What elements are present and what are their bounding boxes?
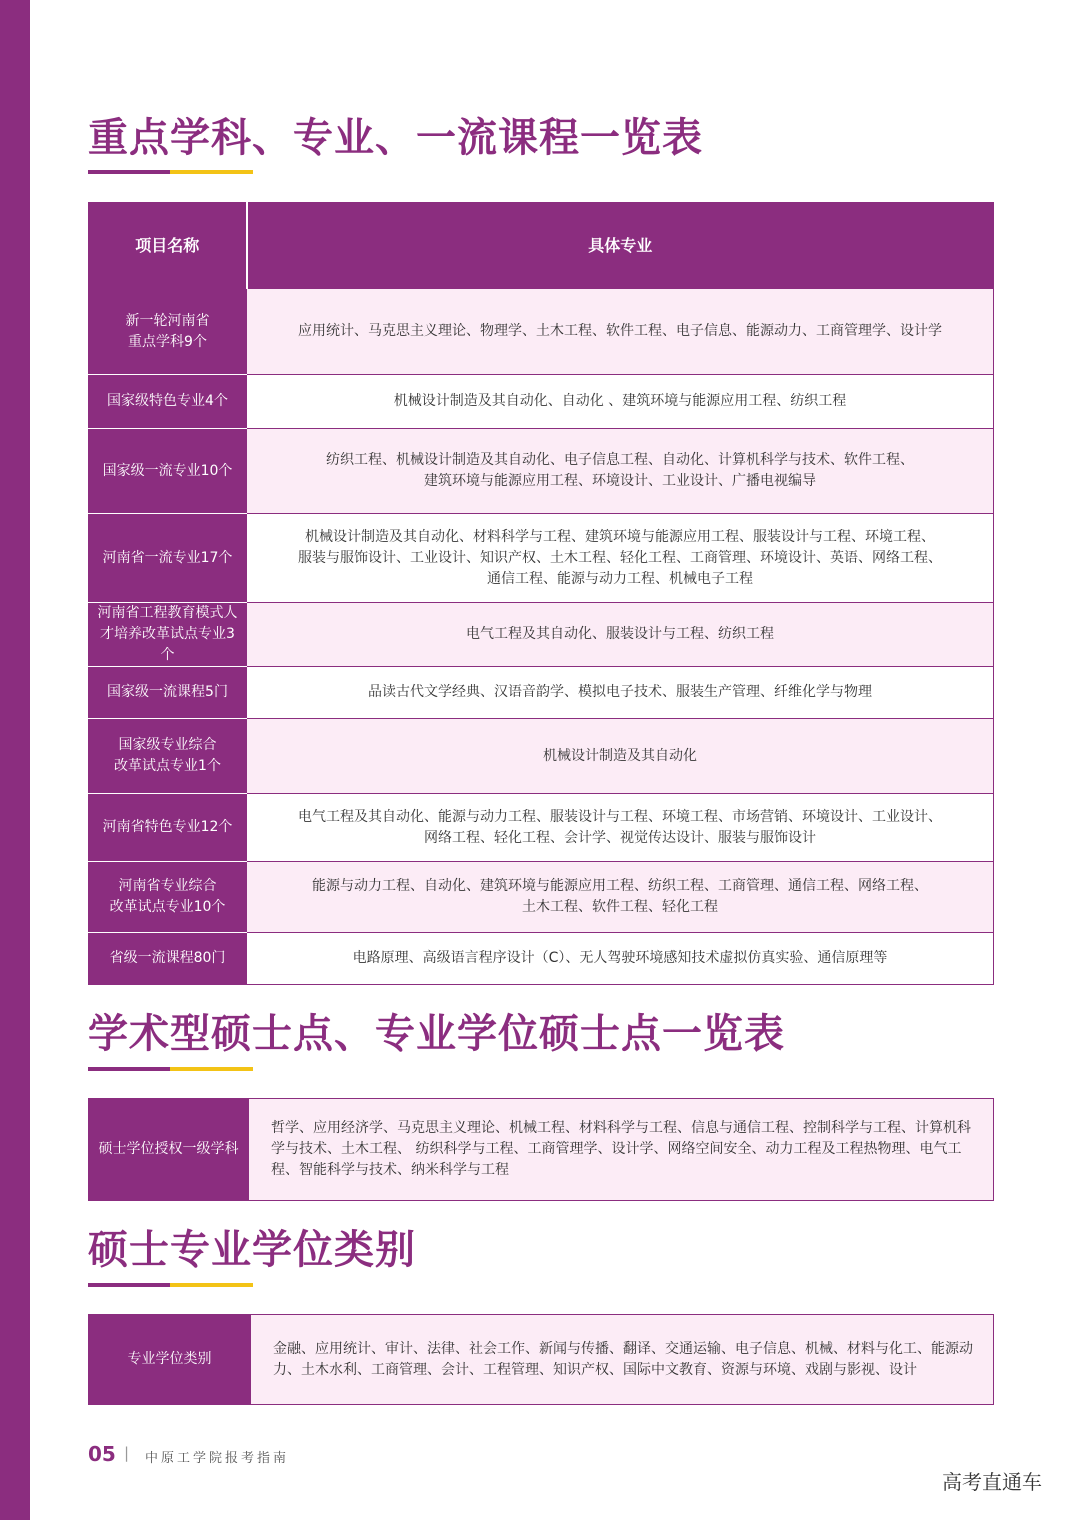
row-detail: 电气工程及其自动化、服装设计与工程、纺织工程 <box>247 603 994 667</box>
row-detail-line: 纺织工程、机械设计制造及其自动化、电子信息工程、自动化、计算机科学与技术、软件工程、 <box>326 452 914 468</box>
title-underline <box>88 170 253 174</box>
row-detail <box>247 862 994 933</box>
footer-guide-title: 中原工学院报考指南 <box>145 1451 290 1466</box>
header-specific-majors: 具体专业 <box>247 203 994 289</box>
row-detail: 机械设计制造及其自动化 <box>247 719 994 794</box>
underline-purple-segment <box>88 1067 170 1071</box>
table-row <box>89 794 994 862</box>
row-detail-line: 电气工程及其自动化、能源与动力工程、服装设计与工程、环境工程、市场营销、环境设计、工业设计、 <box>298 808 942 825</box>
row-name <box>89 862 247 933</box>
row-name <box>89 603 247 667</box>
title-underline <box>88 1283 253 1287</box>
row-detail: 哲学、应用经济学、马克思主义理论、机械工程、材料科学与工程、信息与通信工程、控制科学与工程、计算机科学与技术、土木工程、 纺织科学与工程、工商管理学、设计学、网络空间安全、动力工程及工程热物理、电气工程、智能科学与技术、纳米科学与工程 <box>249 1099 994 1201</box>
row-name-line: 才培养改革试点专业3个 <box>100 626 235 663</box>
row-name-line: 河南省工程教育模式人 <box>97 605 238 621</box>
table-row <box>89 933 994 985</box>
row-detail <box>247 429 994 514</box>
row-detail-line: 机械设计制造及其自动化、材料科学与工程、建筑环境与能源应用工程、服装设计与工程、环境工程、 <box>305 528 935 545</box>
watermark-text: 高考直通车 <box>942 1470 1042 1494</box>
row-name <box>89 719 247 794</box>
section-title-masters-points: 学术型硕士点、专业学位硕士点一览表 <box>88 1011 785 1057</box>
table-row <box>89 1315 994 1405</box>
footer-separator: | <box>124 1444 130 1462</box>
row-name: 硕士学位授权一级学科 <box>89 1099 249 1201</box>
row-name-line: 重点学科9个 <box>128 333 207 350</box>
professional-degree-table <box>88 1314 994 1405</box>
section-title-key-disciplines: 重点学科、专业、一流课程一览表 <box>88 115 703 161</box>
row-detail-line: 服装与服饰设计、工业设计、知识产权、土木工程、轻化工程、工商管理、环境设计、英语、网络工程、 <box>298 549 942 566</box>
row-detail-line: 土木工程、软件工程、轻化工程 <box>522 899 718 915</box>
table-row <box>89 862 994 933</box>
row-detail: 应用统计、马克思主义理论、物理学、土木工程、软件工程、电子信息、能源动力、工商管理学、设计学 <box>247 289 994 375</box>
row-name: 国家级一流课程5门 <box>89 667 247 719</box>
table-row <box>89 719 994 794</box>
row-name-line: 国家级专业综合 <box>118 737 217 753</box>
underline-purple-segment <box>88 1283 170 1287</box>
underline-yellow-segment <box>170 170 253 174</box>
row-name-line: 改革试点专业10个 <box>109 899 226 915</box>
title-underline <box>88 1067 253 1071</box>
masters-points-table <box>88 1098 994 1201</box>
left-accent-bar <box>0 0 30 1520</box>
row-detail-line: 能源与动力工程、自动化、建筑环境与能源应用工程、纺织工程、工商管理、通信工程、网络工程、 <box>312 878 928 894</box>
table-row <box>89 514 994 603</box>
row-detail-line: 建筑环境与能源应用工程、环境设计、工业设计、广播电视编导 <box>424 473 816 489</box>
row-name <box>89 289 247 375</box>
underline-yellow-segment <box>170 1067 253 1071</box>
row-name-line: 河南省专业综合 <box>118 878 217 894</box>
key-disciplines-table <box>88 202 994 985</box>
row-detail-line: 网络工程、轻化工程、会计学、视觉传达设计、服装与服饰设计 <box>424 829 816 846</box>
table-row <box>89 667 994 719</box>
row-name: 国家级特色专业4个 <box>89 375 247 429</box>
row-detail <box>247 514 994 603</box>
row-detail: 金融、应用统计、审计、法律、社会工作、新闻与传播、翻译、交通运输、电子信息、机械、材料与化工、能源动力、土木水利、工商管理、会计、工程管理、知识产权、国际中文教育、资源与环境、戏剧与影视、设计 <box>251 1315 994 1405</box>
row-name-line: 改革试点专业1个 <box>114 758 221 774</box>
row-detail: 品读古代文学经典、汉语音韵学、模拟电子技术、服装生产管理、纤维化学与物理 <box>247 667 994 719</box>
row-name: 专业学位类别 <box>89 1315 251 1405</box>
underline-purple-segment <box>88 170 170 174</box>
table-row <box>89 429 994 514</box>
section-title-professional-degree-types: 硕士专业学位类别 <box>88 1227 416 1273</box>
row-name-line: 新一轮河南省 <box>125 312 210 329</box>
row-name: 河南省特色专业12个 <box>89 794 247 862</box>
row-name: 河南省一流专业17个 <box>89 514 247 603</box>
table-row <box>89 375 994 429</box>
row-detail: 机械设计制造及其自动化、自动化 、建筑环境与能源应用工程、纺织工程 <box>247 375 994 429</box>
page-number: 05 <box>88 1442 116 1466</box>
row-detail: 电路原理、高级语言程序设计（C）、无人驾驶环境感知技术虚拟仿真实验、通信原理等 <box>247 933 994 985</box>
table-row <box>89 289 994 375</box>
row-detail <box>247 794 994 862</box>
table-row <box>89 1099 994 1201</box>
header-project-name: 项目名称 <box>89 203 247 289</box>
row-detail-line: 通信工程、能源与动力工程、机械电子工程 <box>487 570 753 587</box>
row-name: 国家级一流专业10个 <box>89 429 247 514</box>
underline-yellow-segment <box>170 1283 253 1287</box>
row-name: 省级一流课程80门 <box>89 933 247 985</box>
table-row <box>89 603 994 667</box>
